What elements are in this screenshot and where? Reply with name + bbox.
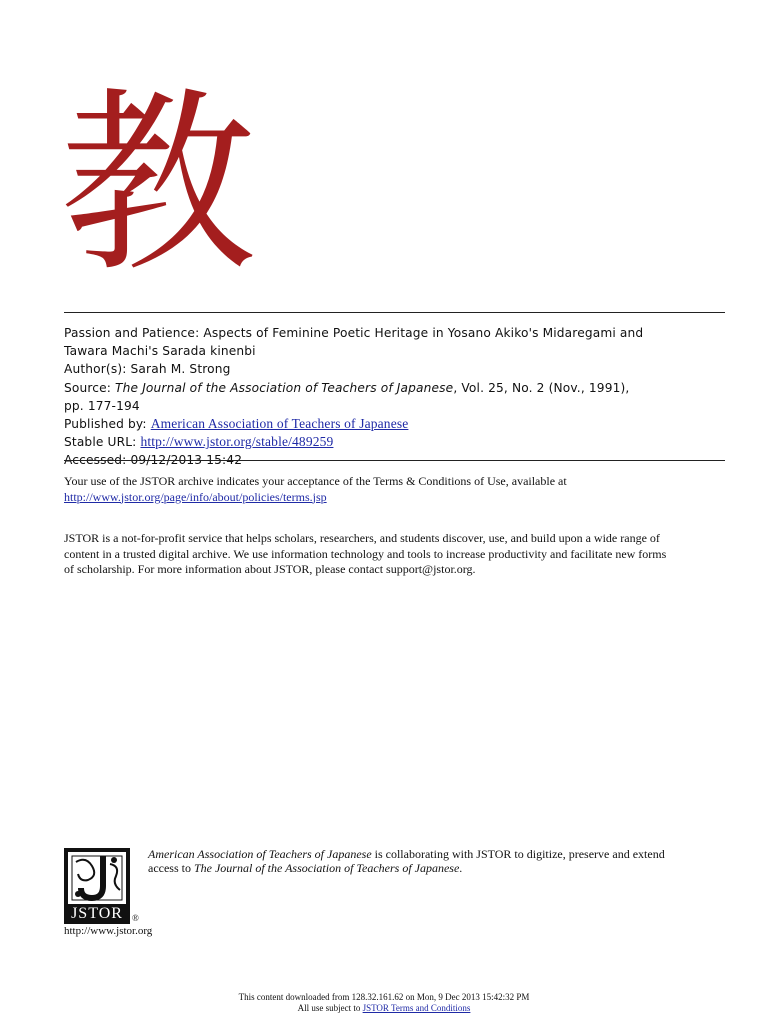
- accessed-label: Accessed:: [64, 453, 127, 468]
- jstor-url[interactable]: http://www.jstor.org: [64, 925, 153, 937]
- pages-line: pp. 177-194: [64, 398, 140, 413]
- stable-url-label: Stable URL:: [64, 435, 137, 450]
- source-journal: The Journal of the Association of Teachers of Japanese: [115, 380, 454, 395]
- terms-notice: [64, 474, 734, 505]
- author-name: Sarah M. Strong: [130, 362, 231, 377]
- footer-line2: [0, 1003, 768, 1014]
- collaboration-notice: [148, 848, 738, 875]
- collab-end: .: [459, 860, 463, 875]
- jstor-logo-emblem-icon: [68, 852, 126, 904]
- terms-link[interactable]: http://www.jstor.org/page/info/about/policies/terms.jsp: [64, 489, 327, 504]
- citation-block: [64, 324, 734, 470]
- publisher-link[interactable]: American Association of Teachers of Japanese: [150, 416, 409, 432]
- about-line1: JSTOR is a not-for-profit service that helps scholars, researchers, and students discover, use, and build upon a wide range of: [64, 531, 660, 545]
- author-line: [64, 360, 734, 378]
- collab-journal: The Journal of the Association of Teachers of Japanese: [193, 860, 460, 875]
- collab-publisher: American Association of Teachers of Japanese: [148, 847, 372, 861]
- footer-line1: This content downloaded from 128.32.161.62 on Mon, 9 Dec 2013 15:42:32 PM: [238, 992, 530, 1002]
- article-title-line2: Tawara Machi's Sarada kinenbi: [64, 344, 256, 359]
- about-line3: of scholarship. For more information about JSTOR, please contact support@jstor.org.: [64, 562, 476, 576]
- article-title-line1: Passion and Patience: Aspects of Feminine Poetic Heritage in Yosano Akiko's Midaregami and: [64, 326, 644, 340]
- published-by-label: Published by:: [64, 417, 147, 432]
- collab-text2: access to: [148, 860, 194, 875]
- kanji-teach-emblem-icon: [60, 80, 270, 280]
- footer-prefix: All use subject to: [297, 1002, 363, 1013]
- registered-mark: ®: [132, 913, 139, 923]
- jstor-logo-word: JSTOR: [71, 905, 123, 922]
- emblem-character: 教: [60, 80, 257, 280]
- source-details: , Vol. 25, No. 2 (Nov., 1991),: [453, 380, 630, 395]
- about-jstor: [64, 531, 734, 578]
- source-line: [64, 379, 734, 397]
- bottom-divider: [64, 460, 725, 461]
- stable-url-link[interactable]: http://www.jstor.org/stable/489259: [140, 434, 334, 450]
- jstor-logo: [64, 848, 130, 924]
- source-label: Source:: [64, 380, 112, 395]
- collab-text1: is collaborating with JSTOR to digitize, preserve and extend: [371, 847, 665, 861]
- download-footer: [0, 992, 768, 1013]
- accessed-date: 09/12/2013 15:42: [130, 453, 243, 468]
- publisher-line: [64, 415, 734, 433]
- author-label: Author(s):: [64, 362, 127, 377]
- terms-notice-text: Your use of the JSTOR archive indicates your acceptance of the Terms & Conditions of Use, available at: [64, 474, 567, 488]
- about-line2: content in a trusted digital archive. We use information technology and tools to increase productivity and facilitate new forms: [64, 546, 667, 561]
- footer-terms-link[interactable]: JSTOR Terms and Conditions: [362, 1002, 471, 1013]
- stable-url-line: [64, 433, 734, 451]
- top-divider: [64, 312, 725, 313]
